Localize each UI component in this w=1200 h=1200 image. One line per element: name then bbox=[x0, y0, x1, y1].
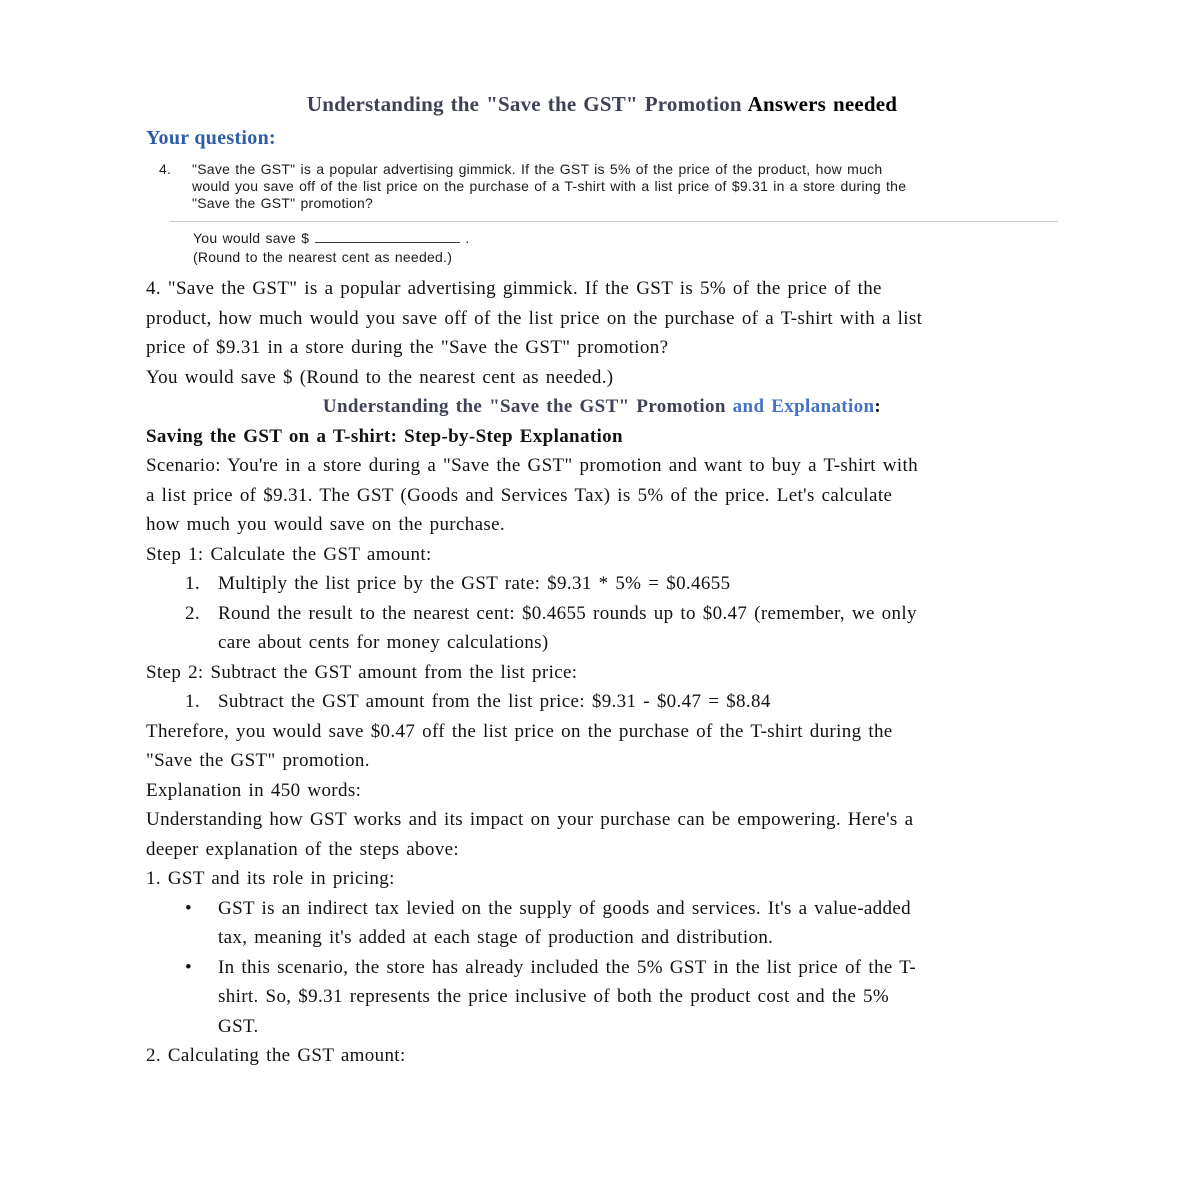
bullet-icon: • bbox=[185, 956, 193, 978]
section-heading-colon: : bbox=[874, 396, 882, 417]
answer-prefix: You would save $ bbox=[193, 230, 310, 246]
bullet-item-continuation bbox=[146, 923, 1058, 953]
list-number: 2. bbox=[185, 602, 200, 624]
answer-blank-line bbox=[315, 231, 460, 243]
list-number: 1. bbox=[185, 573, 200, 594]
step1-item-text: care about cents for money calculations) bbox=[218, 632, 549, 653]
explanation-intro-line: deeper explanation of the steps above: bbox=[146, 838, 459, 860]
screenshot-question-line: "Save the GST" is a popular advertising gimmick. If the GST is 5% of the price of the product, how much bbox=[192, 161, 883, 177]
bullet-icon: • bbox=[185, 897, 193, 919]
step2-item-text: Subtract the GST amount from the list price: $9.31 - $0.47 = $8.84 bbox=[218, 691, 771, 712]
bullet-item bbox=[146, 894, 1058, 924]
step2-label: Step 2: Subtract the GST amount from the list price: bbox=[146, 661, 578, 683]
answer-period: . bbox=[465, 230, 470, 246]
bullet-item-text: GST is an indirect tax levied on the supply of goods and services. It's a value-added bbox=[218, 897, 911, 919]
bullet-item-text: GST. bbox=[218, 1015, 259, 1037]
point2-label: 2. Calculating the GST amount: bbox=[146, 1045, 406, 1066]
section-heading bbox=[146, 392, 1058, 422]
explanation-label: Explanation in 450 words: bbox=[146, 779, 362, 801]
step1-item-text: Multiply the list price by the GST rate: $9.31 * 5% = $0.4655 bbox=[218, 573, 731, 594]
screenshot-question bbox=[146, 161, 1058, 212]
screenshot-question-line: would you save off of the list price on the purchase of a T-shirt with a list price of $9.31 in a store during the bbox=[192, 178, 907, 194]
list-number: 1. bbox=[185, 691, 200, 712]
bullet-item-continuation bbox=[146, 1012, 1058, 1042]
bullet-item-continuation bbox=[146, 982, 1058, 1012]
screenshot-divider bbox=[170, 221, 1058, 222]
point1-label: 1. GST and its role in pricing: bbox=[146, 868, 395, 889]
section-heading-accent: and Explanation bbox=[732, 396, 875, 417]
step1-item-text: Round the result to the nearest cent: $0.4655 rounds up to $0.47 (remember, we only bbox=[218, 602, 917, 624]
step1-item bbox=[146, 599, 1058, 629]
question-screenshot bbox=[146, 161, 1058, 266]
scenario-line: Scenario: You're in a store during a "Save the GST" promotion and want to buy a T-shirt with bbox=[146, 455, 918, 476]
conclusion-line: Therefore, you would save $0.47 off the list price on the purchase of the T-shirt during the bbox=[146, 720, 893, 742]
bullet-item-text: shirt. So, $9.31 represents the price inclusive of both the product cost and the 5% bbox=[218, 986, 890, 1007]
page-title bbox=[146, 91, 1058, 118]
page-title-main: Understanding the "Save the GST" Promotion bbox=[306, 92, 748, 116]
bullet-item-text: In this scenario, the store has already included the 5% GST in the list price of the T- bbox=[218, 956, 917, 978]
restated-answer-line: You would save $ (Round to the nearest cent as needed.) bbox=[146, 366, 614, 388]
bullet-item-text: tax, meaning it's added at each stage of production and distribution. bbox=[218, 927, 774, 948]
step1-label: Step 1: Calculate the GST amount: bbox=[146, 543, 432, 565]
step2-item bbox=[146, 687, 1058, 717]
document-content bbox=[146, 0, 1058, 1071]
scenario-line: a list price of $9.31. The GST (Goods and Services Tax) is 5% of the price. Let's calculate bbox=[146, 484, 893, 506]
explanation-intro-line: Understanding how GST works and its impact on your purchase can be empowering. Here's a bbox=[146, 809, 914, 830]
scenario-line: how much you would save on the purchase. bbox=[146, 514, 506, 535]
page-title-suffix: Answers needed bbox=[747, 92, 898, 116]
screenshot-question-number: 4. bbox=[159, 161, 172, 177]
subheading: Saving the GST on a T-shirt: Step-by-Step Explanation bbox=[146, 425, 623, 447]
restated-question-line: price of $9.31 in a store during the "Save the GST" promotion? bbox=[146, 337, 669, 358]
conclusion-line: "Save the GST" promotion. bbox=[146, 750, 370, 771]
screenshot-answer-row bbox=[146, 229, 1058, 247]
restated-question-line: product, how much would you save off of the list price on the purchase of a T-shirt with a list bbox=[146, 307, 923, 329]
step1-item bbox=[146, 569, 1058, 599]
restated-question-line: 4. "Save the GST" is a popular advertising gimmick. If the GST is 5% of the price of the bbox=[146, 278, 882, 299]
screenshot-question-line: "Save the GST" promotion? bbox=[192, 195, 374, 211]
section-heading-main: Understanding the "Save the GST" Promotion bbox=[322, 396, 733, 417]
your-question-label: Your question: bbox=[146, 127, 276, 149]
rounding-note: (Round to the nearest cent as needed.) bbox=[193, 249, 453, 265]
bullet-item bbox=[146, 953, 1058, 983]
answer-body bbox=[146, 274, 1058, 1071]
step1-item-continuation bbox=[146, 628, 1058, 658]
